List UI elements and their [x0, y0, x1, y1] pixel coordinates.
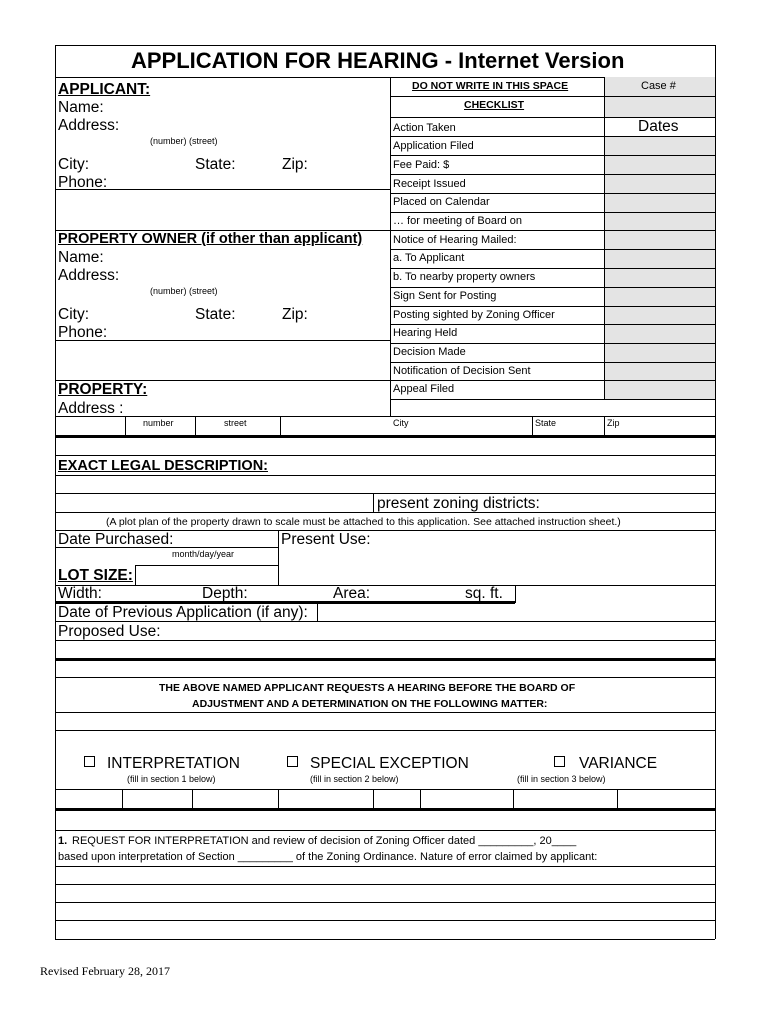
previous-application-label[interactable]: Date of Previous Application (if any):: [58, 604, 308, 621]
checklist-item-notification-sent[interactable]: Notification of Decision Sent: [393, 365, 531, 377]
checklist-item-receipt-issued[interactable]: Receipt Issued: [393, 178, 466, 190]
property-heading: PROPERTY:: [58, 381, 148, 398]
date-purchased-label[interactable]: Date Purchased:: [58, 531, 174, 548]
proposed-use-label[interactable]: Proposed Use:: [58, 623, 161, 640]
special-exception-hint: (fill in section 2 below): [310, 774, 399, 784]
form-title: APPLICATION FOR HEARING - Internet Version: [131, 48, 625, 73]
owner-heading: PROPERTY OWNER (if other than applicant): [58, 231, 363, 247]
property-zip-hint: Zip: [607, 418, 620, 428]
property-number-hint: number: [143, 418, 174, 428]
interpretation-checkbox[interactable]: [84, 756, 95, 767]
owner-state-label[interactable]: State:: [195, 306, 236, 323]
zoning-districts-label[interactable]: present zoning districts:: [377, 495, 540, 512]
checklist-item-notice-mailed[interactable]: Notice of Hearing Mailed:: [393, 234, 517, 246]
do-not-write-notice: DO NOT WRITE IN THIS SPACE: [412, 80, 569, 92]
applicant-zip-label[interactable]: Zip:: [282, 156, 308, 173]
owner-zip-label[interactable]: Zip:: [282, 306, 308, 323]
applicant-name-label[interactable]: Name:: [58, 99, 104, 116]
applicant-address-label[interactable]: Address:: [58, 117, 120, 134]
applicant-heading: APPLICANT:: [58, 81, 151, 98]
date-format-hint: month/day/year: [172, 549, 235, 559]
variance-checkbox[interactable]: [554, 756, 565, 767]
legal-heading: EXACT LEGAL DESCRIPTION:: [58, 458, 268, 474]
special-exception-label: SPECIAL EXCEPTION: [310, 755, 469, 772]
section-1-request-line: REQUEST FOR INTERPRETATION and review of decision of Zoning Officer dated _________, 20____: [72, 835, 577, 847]
checklist-heading: CHECKLIST: [464, 99, 525, 111]
area-label[interactable]: Area:: [333, 585, 371, 602]
request-statement-line1: THE ABOVE NAMED APPLICANT REQUESTS A HEARING BEFORE THE BOARD OF: [159, 682, 576, 694]
interpretation-hint: (fill in section 1 below): [127, 774, 216, 784]
variance-hint: (fill in section 3 below): [517, 774, 606, 784]
property-address-label[interactable]: Address :: [58, 400, 124, 417]
checklist-item-sign-sent[interactable]: Sign Sent for Posting: [393, 290, 497, 302]
checklist-item-appeal-filed[interactable]: Appeal Filed: [393, 383, 455, 395]
case-number-label[interactable]: Case #: [641, 80, 676, 92]
sqft-label: sq. ft.: [465, 585, 503, 602]
section-1-section-line: based upon interpretation of Section _________ of the Zoning Ordinance. Nature of error claimed by applicant:: [58, 851, 598, 863]
property-city-hint: City: [393, 418, 409, 428]
checklist-item-placed-on-calendar[interactable]: Placed on Calendar: [393, 196, 490, 208]
owner-name-label[interactable]: Name:: [58, 249, 104, 266]
checklist-item-hearing-held[interactable]: Hearing Held: [393, 327, 458, 339]
lot-size-heading: LOT SIZE:: [58, 567, 133, 584]
applicant-city-label[interactable]: City:: [58, 156, 89, 173]
checklist-item-posting-sighted[interactable]: Posting sighted by Zoning Officer: [393, 309, 555, 321]
checklist-item-to-applicant[interactable]: a. To Applicant: [393, 252, 465, 264]
depth-label[interactable]: Depth:: [202, 585, 248, 602]
section-1-number: 1.: [58, 835, 68, 847]
applicant-state-label[interactable]: State:: [195, 156, 236, 173]
owner-address-hint: (number) (street): [150, 286, 218, 296]
revision-date: Revised February 28, 2017: [40, 964, 170, 978]
checklist-item-decision-made[interactable]: Decision Made: [393, 346, 466, 358]
applicant-address-hint: (number) (street): [150, 136, 218, 146]
request-statement-line2: ADJUSTMENT AND A DETERMINATION ON THE FOLLOWING MATTER:: [192, 698, 548, 710]
checklist-item-action-taken[interactable]: Action Taken: [393, 122, 456, 134]
width-label[interactable]: Width:: [58, 585, 102, 602]
checklist-item-to-nearby-owners[interactable]: b. To nearby property owners: [393, 271, 536, 283]
special-exception-checkbox[interactable]: [287, 756, 298, 767]
applicant-phone-label[interactable]: Phone:: [58, 174, 108, 191]
checklist-item-application-filed[interactable]: Application Filed: [393, 140, 474, 152]
owner-phone-label[interactable]: Phone:: [58, 324, 108, 341]
checklist-item-meeting-of-board[interactable]: … for meeting of Board on: [393, 215, 523, 227]
interpretation-label: INTERPRETATION: [107, 755, 240, 772]
owner-city-label[interactable]: City:: [58, 306, 89, 323]
present-use-label[interactable]: Present Use:: [281, 531, 371, 548]
plot-plan-note: (A plot plan of the property drawn to scale must be attached to this application. See attached instruction sheet.): [106, 516, 621, 528]
property-street-hint: street: [224, 418, 247, 428]
variance-label: VARIANCE: [579, 755, 658, 772]
dates-heading: Dates: [638, 118, 679, 135]
owner-address-label[interactable]: Address:: [58, 267, 120, 284]
checklist-item-fee-paid[interactable]: Fee Paid: $: [393, 159, 450, 171]
property-state-hint: State: [535, 418, 557, 428]
